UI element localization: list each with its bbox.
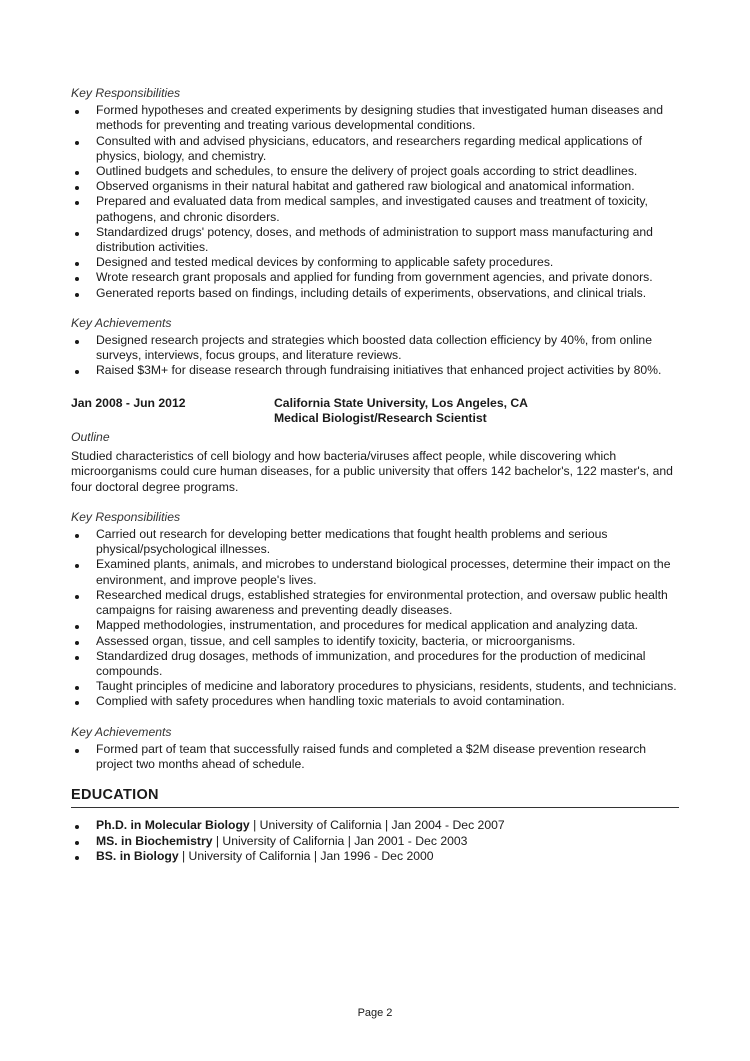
list-item: Carried out research for developing better medications that fought health problems and serious physical/psychological illnesses. [71,527,679,557]
page-number: Page 2 [357,1007,393,1019]
list-item: Outlined budgets and schedules, to ensure the delivery of project goals according to strict deadlines. [71,164,679,179]
job2-info [274,396,528,426]
education-degree: MS. in Biochemistry [96,833,213,848]
education-details: | University of California | Jan 2001 - Dec 2003 [212,833,468,848]
education-list [71,818,679,864]
job2-outline-label: Outline [71,430,110,445]
education-details: | University of California | Jan 1996 - Dec 2000 [178,848,434,863]
job2-dates: Jan 2008 - Jun 2012 [71,395,186,410]
list-item: Formed part of team that successfully raised funds and completed a $2M disease prevention research project two months ahead of schedule. [71,742,679,772]
resume-content [71,86,679,864]
list-item: Raised $3M+ for disease research through fundraising initiatives that enhanced project activities by 80%. [71,363,679,378]
list-item: Formed hypotheses and created experiments by designing studies that investigated human diseases and methods for preventing and treating various developmental conditions. [71,103,679,133]
job1-achievements-label: Key Achievements [71,315,172,330]
job1-responsibilities-label: Key Responsibilities [71,86,181,100]
list-item: Standardized drug dosages, methods of immunization, and procedures for the production of medicinal compounds. [71,649,679,679]
job2-outline-text: Studied characteristics of cell biology and how bacteria/viruses affect people, while discovering which microorganisms could cure human diseases, for a public university that offers 142 bachelor's, 122 master's, and four doctoral degree programs. [71,449,673,494]
list-item: Researched medical drugs, established strategies for environmental protection, and oversaw public health campaigns for raising awareness and preventing deadly diseases. [71,588,679,618]
list-item: Taught principles of medicine and laboratory procedures to physicians, residents, students, and technicians. [71,679,679,694]
education-degree: Ph.D. in Molecular Biology [96,818,250,833]
list-item: Examined plants, animals, and microbes to understand biological processes, determine their impact on the environment, and improve people's lives. [71,557,679,587]
job2-employer: California State University, Los Angeles, CA [274,395,528,410]
education-item [71,834,679,849]
education-item [71,818,679,833]
education-degree: BS. in Biology [96,848,179,863]
job2-title: Medical Biologist/Research Scientist [274,410,487,425]
job2-achievements-list [71,742,679,772]
list-item: Standardized drugs' potency, doses, and methods of administration to support mass manufacturing and distribution activities. [71,225,679,255]
list-item: Assessed organ, tissue, and cell samples to identify toxicity, bacteria, or microorganisms. [71,634,679,649]
list-item: Designed research projects and strategies which boosted data collection efficiency by 40%, from online surveys, interviews, focus groups, and literature reviews. [71,333,679,363]
list-item: Complied with safety procedures when handling toxic materials to avoid contamination. [71,694,679,709]
job2-responsibilities-list [71,527,679,709]
education-item [71,849,679,864]
list-item: Wrote research grant proposals and applied for funding from government agencies, and private donors. [71,270,679,285]
education-heading: EDUCATION [71,788,679,808]
list-item: Prepared and evaluated data from medical samples, and investigated causes and treatment of toxicity, pathogens, and chronic disorders. [71,194,679,224]
list-item: Generated reports based on findings, including details of experiments, observations, and clinical trials. [71,286,679,301]
list-item: Observed organisms in their natural habitat and gathered raw biological and anatomical information. [71,179,679,194]
job2-header [71,396,679,426]
list-item: Designed and tested medical devices by conforming to applicable safety procedures. [71,255,679,270]
list-item: Mapped methodologies, instrumentation, and procedures for medical application and analyzing data. [71,618,679,633]
education-details: | University of California | Jan 2004 - Dec 2007 [249,818,505,833]
list-item: Consulted with and advised physicians, educators, and researchers regarding medical applications of physics, biology, and chemistry. [71,134,679,164]
job1-responsibilities-list [71,103,679,301]
job2-responsibilities-label: Key Responsibilities [71,509,181,524]
job1-achievements-list [71,333,679,379]
job2-achievements-label: Key Achievements [71,724,172,739]
